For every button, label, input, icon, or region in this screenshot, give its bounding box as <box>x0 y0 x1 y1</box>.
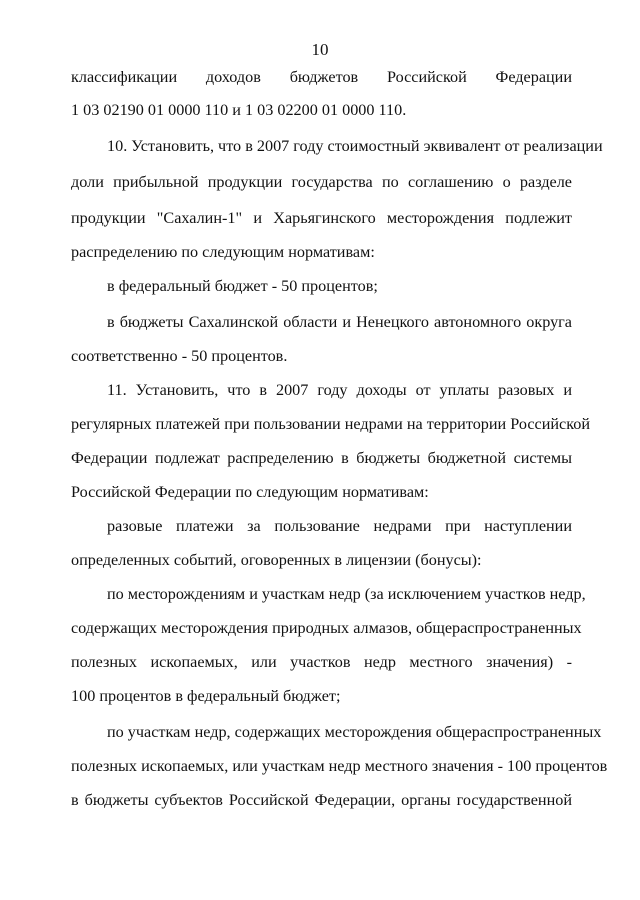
text-line: в федеральный бюджет - 50 процентов; <box>107 277 378 295</box>
text-line: по месторождениям и участкам недр (за исключением участков недр, <box>107 585 586 603</box>
text-line: 11. Установить, что в 2007 году доходы от уплаты разовых и <box>107 381 572 399</box>
text-line: полезных ископаемых, или участков недр местного значения) - <box>71 653 572 671</box>
text-line: соответственно - 50 процентов. <box>71 347 288 365</box>
text-line: классификации доходов бюджетов Российской Федерации <box>71 68 572 86</box>
text-line: регулярных платежей при пользовании недрами на территории Российской <box>71 415 591 433</box>
text-line: продукции "Сахалин-1" и Харьягинского месторождения подлежит <box>71 209 572 227</box>
text-line: в бюджеты субъектов Российской Федерации, органы государственной <box>71 791 572 809</box>
text-line: разовые платежи за пользование недрами при наступлении <box>107 517 572 535</box>
text-line: доли прибыльной продукции государства по соглашению о разделе <box>71 173 572 191</box>
text-line: распределению по следующим нормативам: <box>71 243 375 261</box>
text-line: в бюджеты Сахалинской области и Ненецкого автономного округа <box>107 313 572 331</box>
text-line: 10. Установить, что в 2007 году стоимостный эквивалент от реализации <box>107 137 603 155</box>
text-line: 100 процентов в федеральный бюджет; <box>71 687 341 705</box>
text-line: Федерации подлежат распределению в бюджеты бюджетной системы <box>71 449 572 467</box>
text-line: содержащих месторождения природных алмазов, общераспространенных <box>71 619 582 637</box>
text-line: определенных событий, оговоренных в лицензии (бонусы): <box>71 551 482 569</box>
text-line: Российской Федерации по следующим нормативам: <box>71 483 429 501</box>
text-line: 1 03 02190 01 0000 110 и 1 03 02200 01 0000 110. <box>71 101 407 119</box>
page-number: 10 <box>311 40 329 59</box>
text-line: полезных ископаемых, или участкам недр местного значения - 100 процентов <box>71 757 608 775</box>
text-line: по участкам недр, содержащих месторождения общераспространенных <box>107 723 602 741</box>
